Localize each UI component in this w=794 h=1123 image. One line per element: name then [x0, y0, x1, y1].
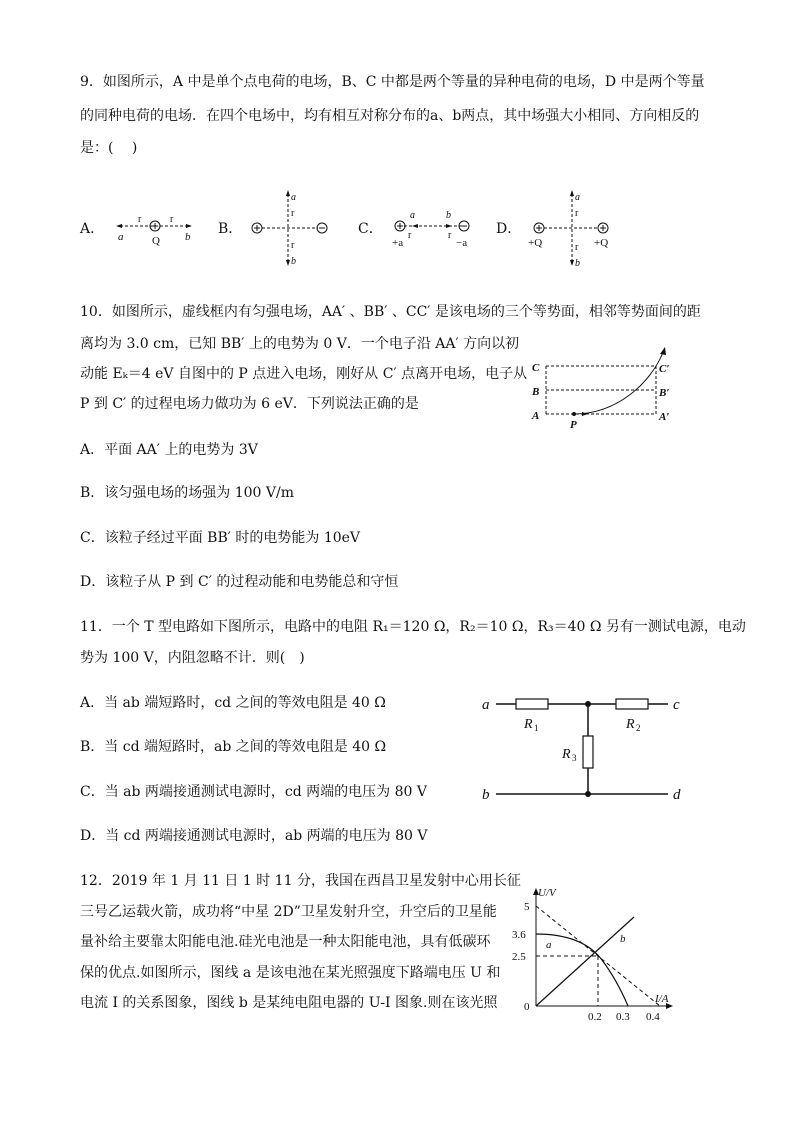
- q9c-r2: r: [448, 230, 452, 241]
- q9c-a: a: [410, 210, 415, 221]
- q9-figure-b: [248, 186, 334, 268]
- q9-line2: 的同种电荷的电场．在四个电场中，均有相互对称分布的a、b两点，其中场强大小相同、方向相反的: [80, 108, 700, 124]
- q9-option-b-label: B．: [218, 221, 243, 237]
- q9-line1: 9．如图所示，A 中是单个点电荷的电场，B、C 中都是两个等量的异种电荷的电场，D 中是两个等量: [80, 74, 705, 90]
- q9b-b: b: [291, 256, 296, 267]
- q12-x04: 0.4: [646, 1011, 660, 1023]
- q9b-r2: r: [291, 240, 295, 251]
- q12-line2: 三号乙运载火箭，成功将“中星 2D”卫星发射升空，升空后的卫星能: [80, 904, 497, 920]
- q10-line3: 动能 Eₖ＝4 eV 自图中的 P 点进入电场，刚好从 C′ 点离开电场，电子从: [80, 366, 528, 382]
- q9c-minus: −a: [456, 237, 468, 249]
- q9d-plusq2: +Q: [594, 237, 609, 249]
- q10-c: C: [532, 362, 540, 374]
- q11-line1: 11．一个 T 型电路如下图所示，电路中的电阻 R₁＝120 Ω，R₂＝10 Ω，R₃＝40 Ω 另有一测试电源，电动: [80, 619, 746, 635]
- q11-option-c: C．当 ab 两端接通测试电源时，cd 两端的电压为 80 V: [80, 784, 427, 800]
- q9-option-d-label: D．: [496, 221, 522, 237]
- q9d-r1: r: [575, 208, 579, 219]
- q12-ylabel: U/V: [538, 887, 556, 899]
- q9-option-a-label: A．: [80, 221, 105, 237]
- q12-y25: 2.5: [512, 951, 526, 963]
- q12-graph: [510, 884, 676, 1024]
- q10-option-a: A．平面 AA′ 上的电势为 3V: [80, 442, 258, 458]
- q12-y5: 5: [524, 901, 530, 913]
- q12-line4: 保的优点.如图所示，图线 a 是该电池在某光照强度下路端电压 U 和: [80, 965, 501, 981]
- q9c-plus: +a: [392, 237, 404, 249]
- q10-option-b: B．该匀强电场的场强为 100 V/m: [80, 485, 295, 501]
- q11-r2-sub: 2: [636, 723, 641, 733]
- q12-y36: 3.6: [512, 929, 526, 941]
- q11-circuit: [478, 690, 690, 806]
- q10-line2: 离均为 3.0 cm，已知 BB′ 上的电势为 0 V．一个电子沿 AA′ 方向以初: [80, 336, 520, 352]
- q11-option-a: A．当 ab 端短路时，cd 之间的等效电阻是 40 Ω: [80, 695, 386, 711]
- q9a-a: a: [118, 231, 124, 243]
- q10-c2: C′: [659, 363, 670, 375]
- q9a-r1: r: [138, 214, 142, 225]
- q9c-b: b: [446, 210, 451, 221]
- q12-x02: 0.2: [588, 1011, 602, 1023]
- q10-option-c: C．该粒子经过平面 BB′ 时的电势能为 10eV: [80, 530, 361, 546]
- q9-figure-d: [526, 186, 618, 270]
- q11-r1: R: [524, 717, 533, 732]
- q12-curve-a: a: [546, 939, 552, 951]
- q10-line4: P 到 C′ 的过程电场力做功为 6 eV．下列说法正确的是: [80, 396, 419, 412]
- q10-a: A: [532, 410, 540, 422]
- q12-xlabel: I/A: [655, 993, 669, 1005]
- q11-a: a: [482, 697, 490, 713]
- q11-r3-sub: 3: [572, 753, 577, 763]
- q10-b2: B′: [659, 387, 670, 399]
- q9a-b: b: [185, 231, 191, 243]
- q11-d: d: [673, 787, 681, 803]
- q9b-a: a: [291, 192, 296, 203]
- q12-line5: 电流 I 的关系图象，图线 b 是某纯电阻电器的 U-I 图象.则在该光照: [80, 995, 498, 1011]
- q9-figure-a: [112, 206, 194, 248]
- q10-line1: 10．如图所示，虚线框内有匀强电场，AA′ 、BB′ 、CC′ 是该电场的三个等势面，相邻等势面间的距: [80, 304, 701, 320]
- q11-option-b: B．当 cd 端短路时，ab 之间的等效电阻是 40 Ω: [80, 739, 387, 755]
- q11-option-d: D．当 cd 两端接通测试电源时，ab 两端的电压为 80 V: [80, 828, 428, 844]
- q9b-r1: r: [291, 208, 295, 219]
- q9a-r2: r: [170, 214, 174, 225]
- q12-x03: 0.3: [616, 1011, 630, 1023]
- q11-c: c: [673, 697, 680, 713]
- q11-b: b: [482, 787, 490, 803]
- q10-option-d: D．该粒子从 P 到 C′ 的过程动能和电势能总和守恒: [80, 574, 399, 590]
- q12-origin: 0: [524, 1001, 530, 1013]
- q11-line2: 势为 100 V，内阻忽略不计．则( ): [80, 650, 305, 666]
- q10-a2: A′: [659, 411, 670, 423]
- q12-line1: 12．2019 年 1 月 11 日 1 时 11 分，我国在西昌卫星发射中心用长征: [80, 873, 521, 889]
- q11-r3: R: [562, 747, 571, 762]
- q9d-r2: r: [575, 242, 579, 253]
- q9d-b: b: [575, 258, 580, 269]
- q12-line3: 量补给主要靠太阳能电池.硅光电池是一种太阳能电池，具有低碳环: [80, 934, 491, 950]
- q12-curve-b: b: [620, 933, 626, 945]
- q10-b: B: [532, 386, 540, 398]
- q9a-q: Q: [152, 235, 160, 247]
- q9-option-c-label: C．: [358, 221, 383, 237]
- q9c-r1: r: [408, 230, 412, 241]
- q11-r1-sub: 1: [534, 723, 539, 733]
- q9d-plusq1: +Q: [528, 237, 543, 249]
- q9-figure-c: [390, 206, 478, 252]
- q10-figure: [526, 344, 686, 432]
- q11-r2: R: [626, 717, 635, 732]
- q10-p: P: [570, 419, 577, 431]
- q9d-a: a: [575, 192, 580, 203]
- q9-line3: 是：( ): [80, 140, 138, 156]
